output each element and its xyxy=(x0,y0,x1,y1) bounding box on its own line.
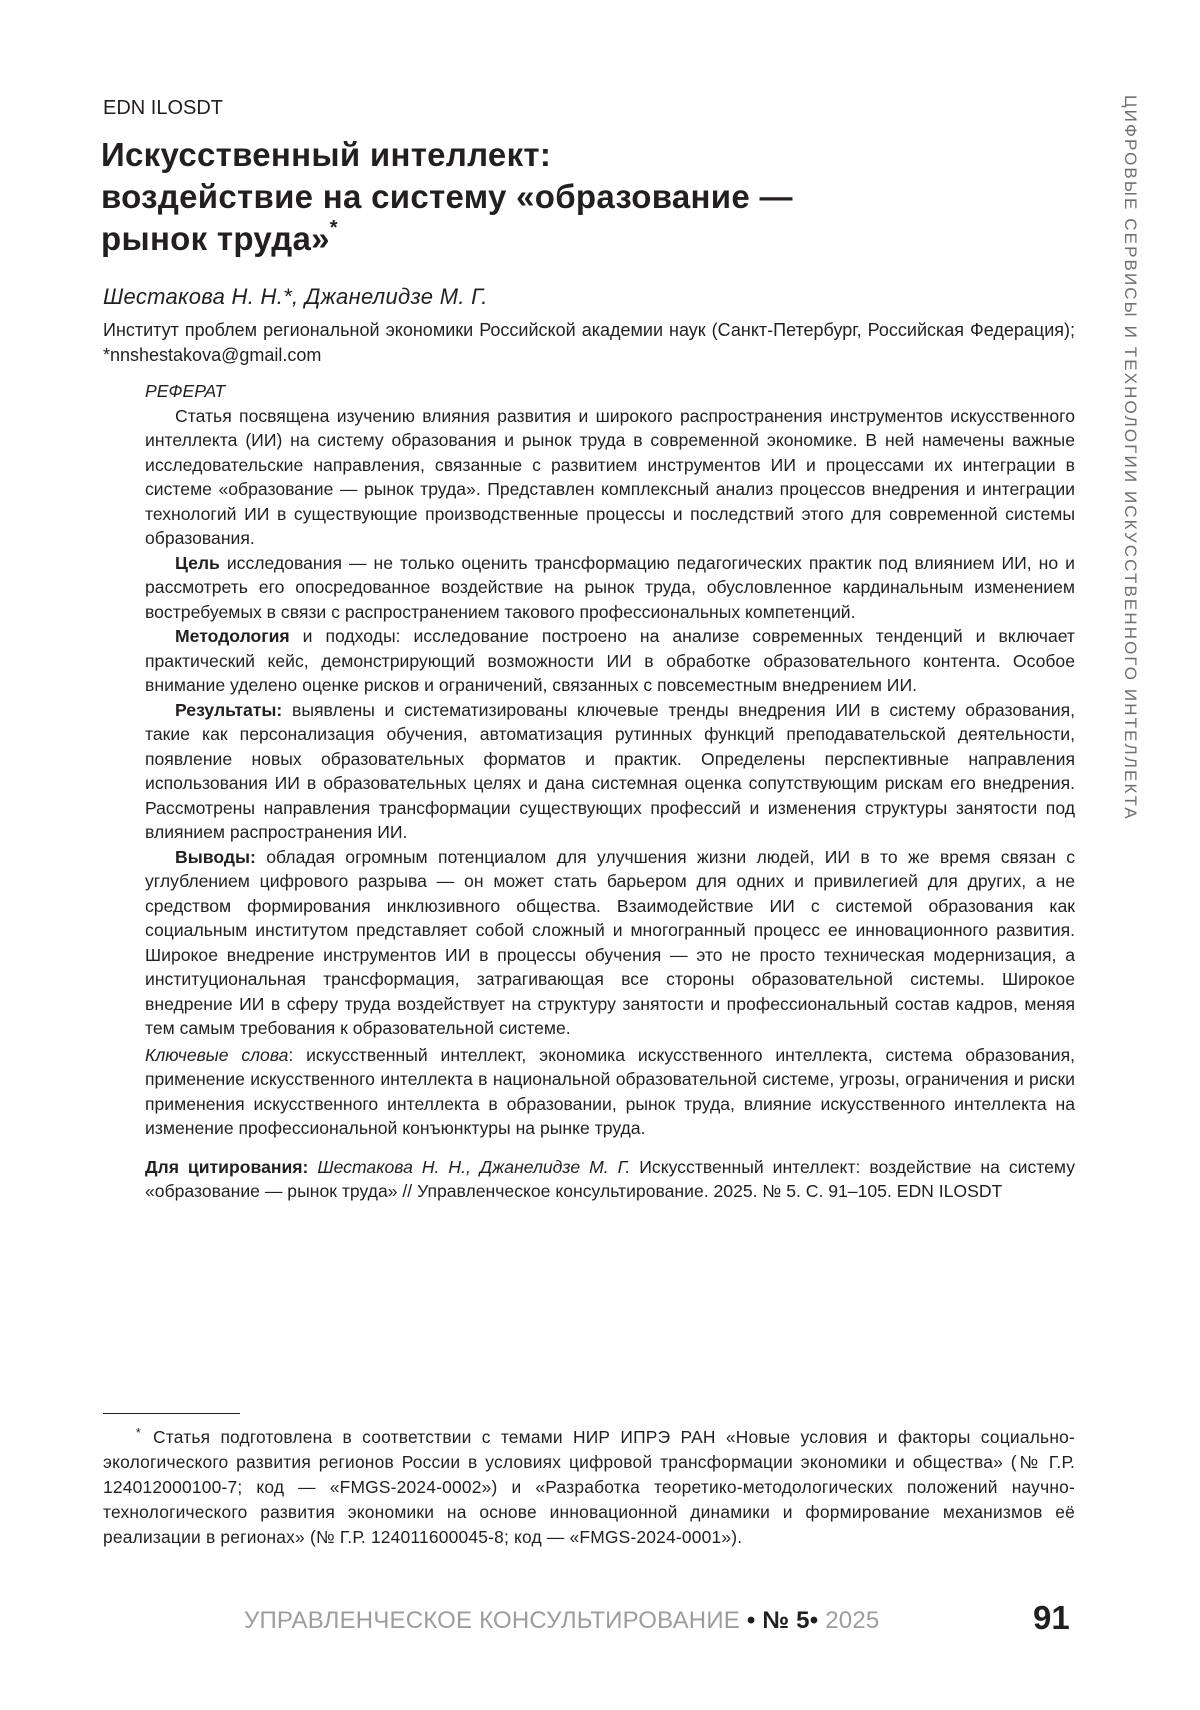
affiliation: Институт проблем региональной экономики Российской академии наук (Санкт-Петербург, Российская Федерация); *nnshestakova@gmail.com xyxy=(103,318,1075,368)
footnote-text: Статья подготовлена в соответствии с темами НИР ИПРЭ РАН «Новые условия и факторы социально-экологического развития регионов России в условиях цифровой трансформации экономики и общества» (№ Г.Р. 124012000100-7; код — «FMGS-2024-0002») и «Разработка теоретико-методологических положений научно-технологического развития экономики на основе инновационной динамики и формирование механизмов её реализации в регионах» (№ Г.Р. 124011600045-8; код — «FMGS-2024-0001»). xyxy=(103,1427,1075,1547)
citation-label: Для цитирования: xyxy=(145,1157,308,1177)
results-label: Результаты: xyxy=(175,700,282,720)
abstract-conclusions xyxy=(145,845,1075,1041)
title-line-1: Искусственный интеллект: xyxy=(101,136,551,173)
keywords-text: : искусственный интеллект, экономика искусственного интеллекта, система образования, применение искусственного интеллекта в национальной образовательной системе, угрозы, ограничения и риски применения искусственного интеллекта в образовании, рынок труда, влияние искусственного интеллекта на изменение профессиональной конъюнктуры на рынке труда. xyxy=(145,1045,1075,1139)
abstract-results xyxy=(145,698,1075,845)
edn-code: EDN ILOSDT xyxy=(103,96,223,120)
citation-text: Искусственный интеллект: воздействие на систему «образование — рынок труда» // Управленческое консультирование. 2025. № 5. С. 91–105. EDN ILOSDT xyxy=(145,1157,1075,1202)
abstract-methodology xyxy=(145,624,1075,698)
page-number: 91 xyxy=(1033,1597,1070,1639)
abstract-label: РЕФЕРАТ xyxy=(145,379,1075,404)
abstract xyxy=(145,379,1075,1204)
footer-separator-1: • xyxy=(747,1607,756,1634)
title-line-2: воздействие на систему «образование — xyxy=(101,178,793,215)
journal-name: УПРАВЛЕНЧЕСКОЕ КОНСУЛЬТИРОВАНИЕ xyxy=(244,1607,740,1634)
goal-text: исследования — не только оценить трансформацию педагогических практик под влиянием ИИ, но и рассмотреть его опосредованное воздействие на рынок труда, обусловленное кардинальным изменением востребуемых в связи с распространением такового профессиональных компетенций. xyxy=(145,553,1075,622)
methodology-text: и подходы: исследование построено на анализе современных тенденций и включает практический кейс, демонстрирующий возможности ИИ в обработке образовательного контента. Особое внимание уделено оценке рисков и ограничений, связанных с повсеместным внедрением ИИ. xyxy=(145,626,1075,695)
citation xyxy=(145,1155,1075,1204)
issue-number: № 5 xyxy=(762,1607,809,1634)
footnote xyxy=(103,1425,1075,1550)
results-text: выявлены и систематизированы ключевые тренды внедрения ИИ в систему образования, такие как персонализация обучения, автоматизация рутинных функций преподавательской деятельности, появление новых образовательных форматов и практик. Определены перспективные направления использования ИИ в образовательных целях и дана системная оценка сопутствующим рискам его внедрения. Рассмотрены направления трансформации существующих профессий и изменения структуры занятости под влиянием распространения ИИ. xyxy=(145,700,1075,843)
methodology-label: Методология xyxy=(175,626,290,646)
year: 2025 xyxy=(825,1607,879,1634)
title-line-3: рынок труда» xyxy=(101,220,330,257)
footnote-divider xyxy=(103,1413,240,1414)
keywords-label: Ключевые слова xyxy=(145,1045,288,1065)
footnote-mark: * xyxy=(123,1425,141,1441)
authors: Шестакова Н. Н.*, Джанелидзе М. Г. xyxy=(103,283,488,311)
goal-label: Цель xyxy=(175,553,220,573)
keywords xyxy=(145,1043,1075,1141)
title-footnote-mark: * xyxy=(330,217,338,239)
citation-authors: Шестакова Н. Н., Джанелидзе М. Г. xyxy=(317,1157,630,1177)
article-title xyxy=(101,134,901,260)
conclusions-label: Выводы: xyxy=(175,847,256,867)
abstract-intro: Статья посвящена изучению влияния развития и широкого распространения инструментов искусственного интеллекта (ИИ) на систему образования и рынок труда в современной экономике. В ней намечены важные исследовательские направления, связанные с развитием инструментов ИИ и процессами их интеграции в системе «образование — рынок труда». Представлен комплексный анализ процессов внедрения и интеграции технологий ИИ в существующие производственные процессы и последствий этого для современной системы образования. xyxy=(145,404,1075,551)
section-side-header: ЦИФРОВЫЕ СЕРВИСЫ И ТЕХНОЛОГИИ ИСКУССТВЕННОГО ИНТЕЛЛЕКТА xyxy=(1115,95,1145,865)
running-footer xyxy=(244,1605,879,1637)
footer-separator-2: • xyxy=(810,1607,819,1634)
abstract-goal xyxy=(145,551,1075,625)
conclusions-text: обладая огромным потенциалом для улучшения жизни людей, ИИ в то же время связан с углублением цифрового разрыва — он может стать барьером для одних и привилегией для других, а не средством формирования инклюзивного общества. Взаимодействие ИИ с системой образования как социальным институтом представляет собой сложный и многогранный процесс ее инновационного развития. Широкое внедрение инструментов ИИ в процессы обучения — это не просто техническая модернизация, а институциональная трансформация, затрагивающая все стороны образовательной системы. Широкое внедрение ИИ в сферу труда воздействует на структуру занятости и профессиональный состав кадров, меняя тем самым требования к образовательной системе. xyxy=(145,847,1075,1039)
